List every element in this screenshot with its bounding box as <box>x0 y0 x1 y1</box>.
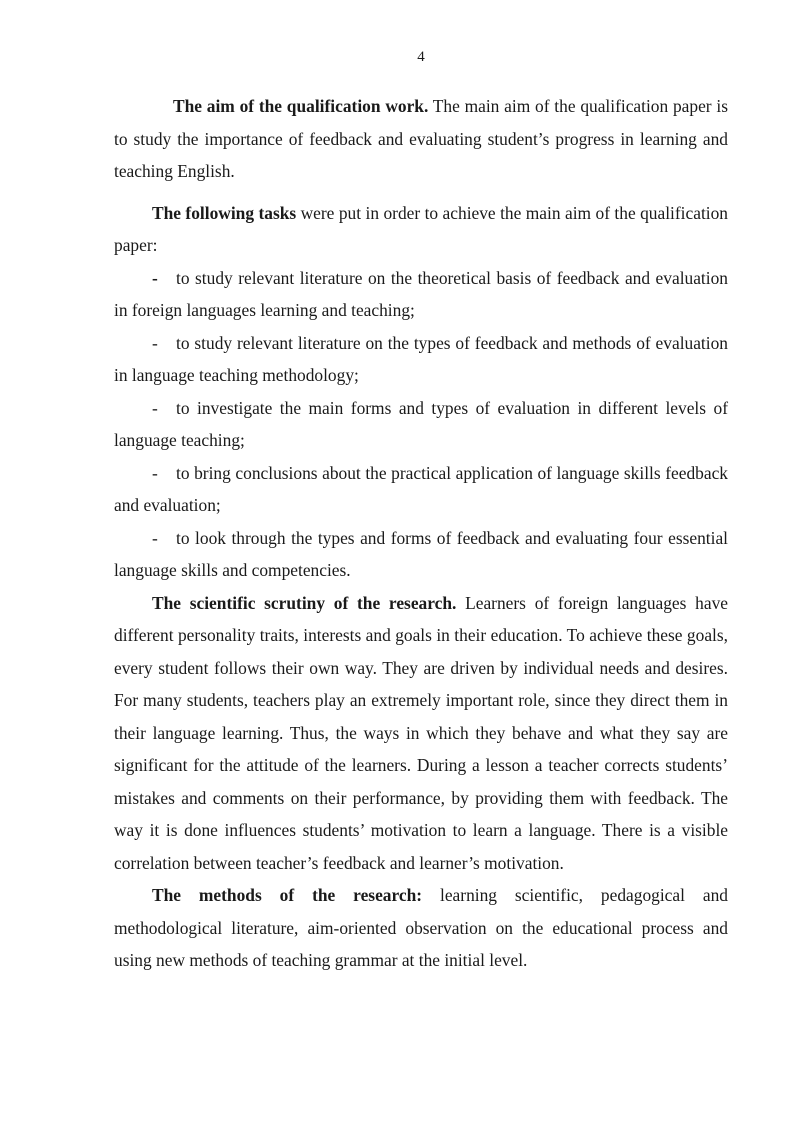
aim-heading: The aim of the qualification work. <box>173 96 429 116</box>
task-item <box>114 392 728 457</box>
tasks-text: were put in order to achieve the main aim of the qualification paper: <box>114 202 728 255</box>
methods-heading: The methods of the research: <box>152 885 423 905</box>
task-item <box>114 457 728 522</box>
task-text: to bring conclusions about the practical application of language skills feedback and evaluation; <box>114 462 728 515</box>
scrutiny-text: Learners of foreign languages have different personality traits, interests and goals in their education. To achieve these goals, every student follows their own way. They are driven by individual needs and desires. For many students, teachers play an extremely important role, since they direct them in their language learning. Thus, the ways in which they behave and what they say are significant for the attitude of the learners. During a lesson a teacher corrects students’ mistakes and comments on their performance, by providing them with feedback. The way it is done influences students’ motivation to learn a language. There is a visible correlation between teacher’s feedback and learner’s motivation. <box>114 592 728 873</box>
scrutiny-paragraph <box>114 587 728 880</box>
document-body <box>114 90 728 977</box>
task-dash: - <box>152 527 158 548</box>
task-dash: - <box>152 397 158 418</box>
task-text: to look through the types and forms of feedback and evaluating four essential language skills and competencies. <box>114 527 728 580</box>
task-text: to investigate the main forms and types of evaluation in different levels of language teaching; <box>114 397 728 450</box>
methods-paragraph <box>114 879 728 977</box>
tasks-heading: The following tasks <box>152 202 297 223</box>
task-dash: - <box>152 267 158 288</box>
aim-text: The main aim of the qualification paper is to study the importance of feedback and evaluating student’s progress in learning and teaching English. <box>114 96 728 181</box>
task-text: to study relevant literature on the types of feedback and methods of evaluation in language teaching methodology; <box>114 332 728 385</box>
task-text: to study relevant literature on the theoretical basis of feedback and evaluation in foreign languages learning and teaching; <box>114 267 728 320</box>
methods-text: learning scientific, pedagogical and methodological literature, aim-oriented observation on the educational process and using new methods of teaching grammar at the initial level. <box>114 885 728 970</box>
task-dash: - <box>152 332 158 353</box>
tasks-paragraph <box>114 197 728 262</box>
task-item <box>114 262 728 327</box>
page-number: 4 <box>417 49 425 65</box>
task-item <box>114 327 728 392</box>
scrutiny-heading: The scientific scrutiny of the research. <box>152 592 457 613</box>
task-item <box>114 522 728 587</box>
task-dash: - <box>152 462 158 483</box>
aim-paragraph <box>114 90 728 188</box>
